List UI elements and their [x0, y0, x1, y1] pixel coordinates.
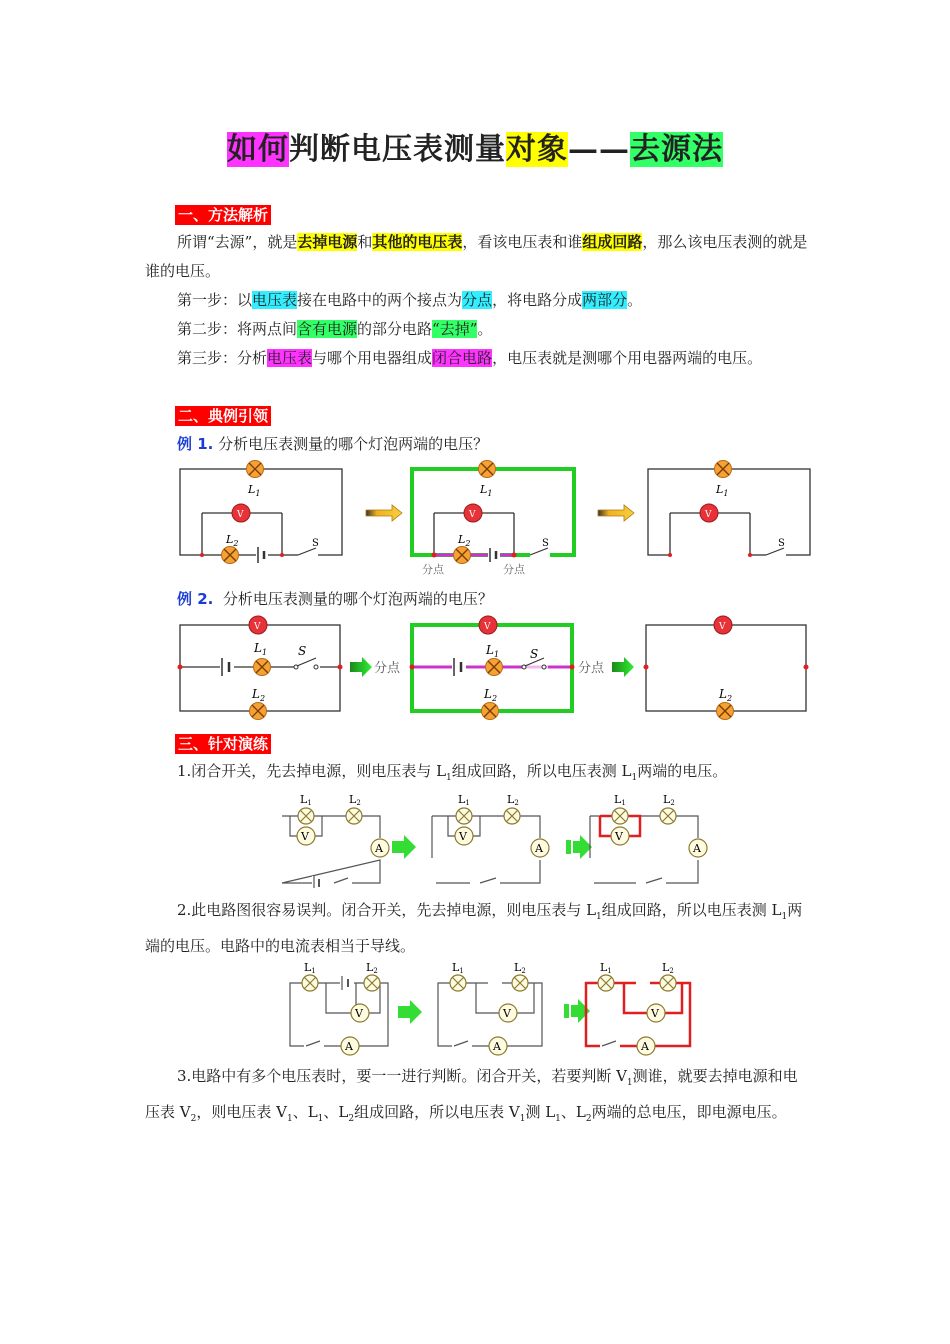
svg-text:A: A — [375, 842, 383, 855]
ex2-circuit-result — [644, 616, 809, 720]
svg-text:分点: 分点 — [578, 661, 605, 676]
bulb-l2-icon — [482, 703, 499, 720]
svg-text:L2: L2 — [349, 793, 361, 807]
bulb-l1-icon — [486, 659, 503, 676]
svg-text:S: S — [298, 644, 307, 658]
arrow-icon — [598, 505, 634, 521]
label-l2: $L_2$ — [226, 533, 239, 548]
bulb-l1-icon — [479, 461, 496, 478]
lamp-l1-icon — [612, 808, 628, 824]
lamp-l2-icon — [346, 808, 362, 824]
exercise-1: 1.闭合开关，先去掉电源，则电压表与 $L_1$组成回路，所以电压表测 $L_1$两端的电压。 — [177, 762, 728, 783]
lamp-l1-icon — [450, 975, 466, 991]
svg-text:L1: $L_1$ — [254, 641, 268, 657]
lamp-l2-icon — [504, 808, 520, 824]
svg-text:L1: L1 — [300, 793, 312, 807]
svg-text:A: A — [641, 1040, 649, 1053]
svg-text:L2: $L_2$ — [252, 687, 266, 703]
svg-text:L1: L1 — [304, 961, 316, 975]
svg-text:L2: L2 — [514, 961, 526, 975]
svg-text:L1: $L_1$ — [716, 483, 729, 498]
label-l1: $L_1$ — [248, 483, 261, 498]
exercise-2: 2.此电路图很容易误判。闭合开关，先去掉电源，则电压表与 $L_1$组成回路，所以电压表测 $L_1$两端的电压。电路中的电流表相当于导线。 — [145, 901, 803, 955]
ex1-circuit-original — [180, 461, 342, 564]
step-2: 第二步：将两点间含有电源的部分电路“去掉”。 — [177, 320, 493, 338]
svg-text:S: S — [778, 538, 785, 549]
arrow-icon — [398, 1000, 422, 1024]
svg-text:分点: 分点 — [374, 661, 401, 676]
svg-text:L1: L1 — [458, 793, 470, 807]
node-label: 分点 — [422, 563, 444, 576]
svg-text:V: V — [503, 1007, 511, 1020]
svg-text:S: S — [542, 538, 549, 549]
arrow-icon — [573, 835, 592, 859]
bulb-l2-icon — [717, 703, 734, 720]
example-2-question: 例 2. 分析电压表测量的哪个灯泡两端的电压？ — [177, 590, 493, 608]
svg-text:V: V — [301, 830, 309, 843]
svg-text:A: A — [345, 1040, 353, 1053]
ex1-circuit-split — [412, 461, 574, 577]
svg-text:L2: L2 — [507, 793, 519, 807]
lamp-l1-icon — [302, 975, 318, 991]
bulb-l2-icon — [454, 547, 471, 564]
ex-2-circuit-a — [290, 983, 388, 1046]
example-1-question: 例 1. 分析电压表测量的哪个灯泡两端的电压？ — [177, 435, 489, 453]
ex2-circuit-original — [178, 616, 343, 720]
ex-1-circuit-b — [432, 816, 540, 883]
section-heading-2: 二、典例引领 — [175, 405, 271, 426]
lamp-l2-icon — [364, 975, 380, 991]
svg-text:A: A — [693, 842, 701, 855]
lamp-l1-icon — [598, 975, 614, 991]
bulb-l1-icon — [247, 461, 264, 478]
step-1: 第一步：以电压表接在电路中的两个接点为分点，将电路分成两部分。 — [177, 291, 643, 309]
method-paragraph: 所谓“去源”，就是去掉电源和其他的电压表，看该电压表和谁组成回路，那么该电压表测的就是谁的电压。 — [145, 233, 808, 280]
exercise-2-diagrams — [280, 958, 710, 1058]
svg-text:V: V — [484, 622, 491, 632]
svg-text:L1: $L_1$ — [486, 643, 500, 659]
arrow-icon — [612, 657, 634, 677]
ex-2-circuit-b — [438, 983, 542, 1046]
exercise-1-diagrams — [270, 788, 720, 888]
lamp-l1-icon — [298, 808, 314, 824]
svg-text:V: V — [459, 830, 467, 843]
arrow-icon — [392, 835, 416, 859]
svg-text:L1: $L_1$ — [480, 483, 493, 498]
svg-text:L2: $L_2$ — [484, 687, 498, 703]
bulb-l1-icon — [254, 659, 271, 676]
svg-text:L2: L2 — [366, 961, 378, 975]
bulb-l1-icon — [715, 461, 732, 478]
svg-text:V: V — [705, 510, 712, 520]
svg-text:V: V — [651, 1007, 659, 1020]
arrow-icon — [350, 657, 372, 677]
svg-text:A: A — [493, 1040, 501, 1053]
ex-1-circuit-a — [282, 816, 380, 883]
node-label: 分点 — [503, 563, 525, 576]
bulb-l2-icon — [222, 547, 239, 564]
ex2-circuit-split — [410, 616, 575, 720]
svg-text:S: S — [312, 538, 319, 549]
lamp-l2-icon — [660, 808, 676, 824]
svg-text:A: A — [535, 842, 543, 855]
svg-text:L2: L2 — [662, 961, 674, 975]
example-2-diagrams — [170, 612, 820, 720]
svg-text:V: V — [237, 510, 244, 520]
svg-text:L2: $L_2$ — [719, 687, 733, 703]
svg-text:S: S — [530, 647, 539, 661]
arrow-icon — [366, 505, 402, 521]
section-heading-1: 一、方法解析 — [175, 204, 271, 225]
section-heading-3: 三、针对演练 — [175, 733, 271, 754]
svg-text:L1: L1 — [600, 961, 612, 975]
ex-1-circuit-c — [590, 816, 698, 883]
ex-2-circuit-c — [586, 983, 690, 1046]
svg-text:V: V — [254, 622, 261, 632]
lamp-l1-icon — [456, 808, 472, 824]
page-title: 如何判断电压表测量对象——去源法 — [227, 132, 723, 167]
step-3: 第三步：分析电压表与哪个用电器组成闭合电路，电压表就是测哪个用电器两端的电压。 — [177, 349, 763, 367]
svg-text:L2: $L_2$ — [458, 533, 471, 548]
svg-text:L2: L2 — [663, 793, 675, 807]
ex1-circuit-result — [648, 461, 810, 561]
lamp-l2-icon — [660, 975, 676, 991]
lamp-l2-icon — [512, 975, 528, 991]
svg-text:L1: L1 — [452, 961, 464, 975]
example-1-diagrams — [170, 455, 820, 580]
bulb-l2-icon — [250, 703, 267, 720]
svg-text:L1: L1 — [614, 793, 626, 807]
svg-text:V: V — [469, 510, 476, 520]
svg-text:V: V — [615, 830, 623, 843]
svg-text:V: V — [355, 1007, 363, 1020]
exercise-3: 3.电路中有多个电压表时，要一一进行判断。闭合开关，若要判断 $V_1$测谁，就要去掉电源和电压表 $V_2$，则电压表 $V_1$、$L_1$、$L_2$组成回路，所以电压表 $V_1$测 $L_1$、$L_2$两端的总电压，即电源电压。 — [145, 1067, 798, 1124]
svg-text:V: V — [719, 622, 726, 632]
